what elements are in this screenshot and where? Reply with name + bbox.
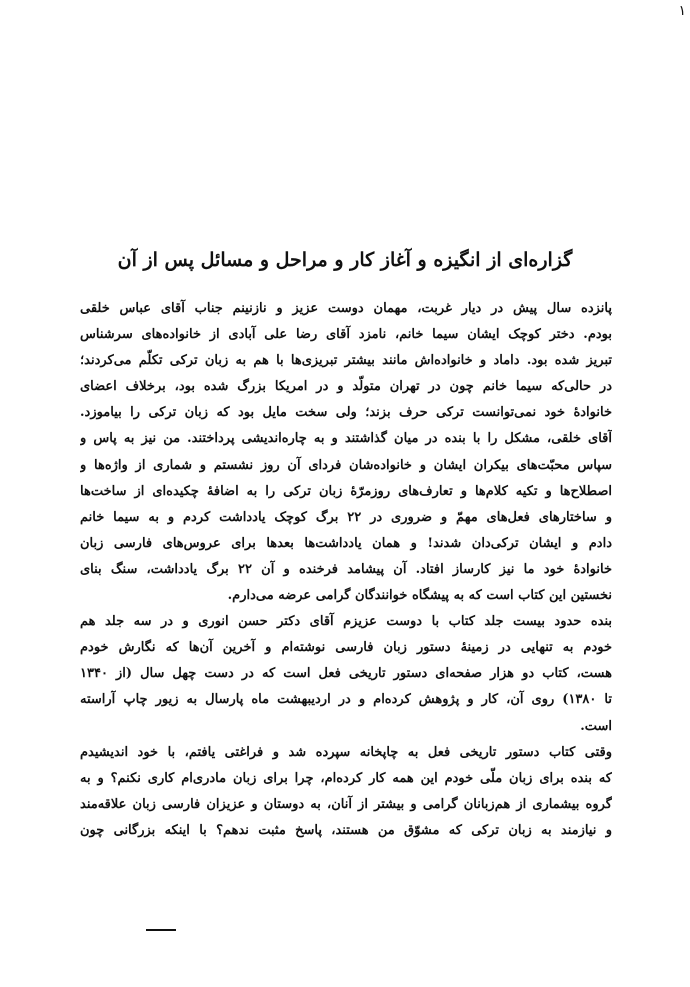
text-line: دادم و ایشان ترکی‌دان شدند! و همان یادداشت‌ها بعدها برای عروس‌های فارسی زبان	[80, 535, 612, 551]
body-text	[80, 296, 612, 844]
text-line: وقتی کتاب دستور تاریخی فعل به چاپخانه سپرده شد و فراغتی یافتم، با خود اندیشیدم	[80, 744, 612, 760]
section-title: گزاره‌ای از انگیزه و آغاز کار و مراحل و مسائل پس از آن	[117, 249, 573, 271]
page-corner-mark: ۱	[678, 3, 686, 19]
text-line: و نیازمند به زبان ترکی که مشوّق من هستند، پاسخ مثبت ندهم؟ با اینکه بزرگانی چون	[80, 822, 612, 838]
text-line: خودم به تنهایی در زمینهٔ دستور زبان فارسی نوشته‌ام و آخرین آن‌ها که نگارش خودم	[80, 640, 612, 656]
text-line: خانوادهٔ خود نمی‌توانست ترکی حرف بزند؛ ولی سخت مایل بود که زبان ترکی را بیاموزد.	[80, 405, 612, 421]
footnote-divider	[146, 929, 176, 931]
text-line: خانوادهٔ خود ما نیز کارساز افتاد. آن پیشامد فرخنده و آن ۲۲ برگ یادداشت، سنگ بنای	[80, 561, 612, 577]
text-line: و ساختارهای فعل‌های مهمّ و ضروری در ۲۲ برگ کوچک یادداشت کردم و به سیما خانم	[80, 509, 612, 525]
text-line: پانزده سال پیش در دیار غربت، مهمان دوست عزیز و نازنینم جناب آقای عباس خلقی	[80, 301, 612, 316]
text-line: تا ۱۳۸۰) روی آن، کار و پژوهش کرده‌ام و در اردیبهشت ماه پارسال به زیور چاپ آراسته	[80, 692, 612, 708]
text-line: بنده حدود بیست جلد کتاب با دوست عزیزم آقای دکتر حسن انوری و در سه جلد هم	[80, 614, 612, 630]
text-line: است.	[580, 718, 612, 734]
text-line: اصطلاح‌ها و تکیه کلام‌ها و تعارف‌های روزمرّهٔ زبان ترکی را به اضافهٔ چکیده‌ای از ساخت‌ها	[80, 483, 612, 499]
text-line: آقای خلقی، مشکل را با بنده در میان گذاشتند و به چاره‌اندیشی پرداختند. من نیز به پاس و	[80, 431, 612, 447]
text-line: که بنده برای زبان ملّی خودم این همه کار کرده‌ام، چرا برای زبان مادری‌ام کاری نکنم؟ و به	[80, 770, 612, 786]
text-line: گروه بیشماری از هم‌زبانان گرامی و بیشتر از آنان، به دوستان و عزیزان فارسی زبان علاقه‌مند	[80, 796, 612, 812]
text-line: بودم. دختر کوچک ایشان سیما خانم، نامزد آقای رضا علی آبادی از خانواده‌های سرشناس	[80, 327, 612, 343]
text-line: تبریز شده بود. داماد و خانواده‌اش مانند بیشتر تبریزی‌ها با هم به زبان ترکی تکلّم می‌کردند؛	[80, 353, 612, 369]
text-line: هست، کتاب دو هزار صفحه‌ای دستور تاریخی فعل است که در دست چهل سال (از ۱۳۴۰	[80, 666, 612, 682]
text-line: در حالی‌که سیما خانم چون در تهران متولّد و در امریکا بزرگ شده بود، برخلاف اعضای	[80, 379, 612, 395]
text-line: نخستین این کتاب است که به پیشگاه خوانندگان گرامی عرضه می‌دارم.	[227, 588, 612, 604]
text-line: سپاس محبّت‌های بیکران ایشان و خانواده‌شان فردای آن روز نشستم و شماری از واژه‌ها و	[80, 457, 612, 473]
